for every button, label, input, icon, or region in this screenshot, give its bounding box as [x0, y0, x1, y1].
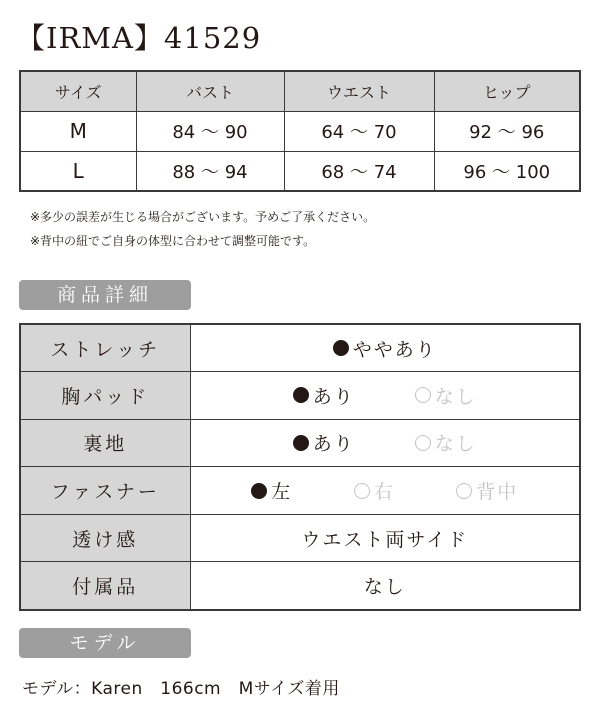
- detail-label: ストレッチ: [20, 324, 190, 372]
- size-cell: M: [20, 111, 136, 151]
- option-unselected: [354, 477, 395, 504]
- waist-cell: 64 ～ 70: [284, 111, 434, 151]
- hollow-circle-icon: [415, 435, 431, 451]
- bust-cell: 84 ～ 90: [136, 111, 284, 151]
- model-info: モデル：Karen 166cm Mサイズ着用: [22, 679, 340, 699]
- filled-circle-icon: [251, 483, 267, 499]
- bust-header: バスト: [136, 71, 284, 111]
- option-label: 背中: [476, 481, 519, 504]
- hip-cell: 96 ～ 100: [434, 151, 580, 191]
- option-label: ややあり: [352, 338, 437, 361]
- hollow-circle-icon: [456, 483, 472, 499]
- option-unselected: [415, 382, 477, 409]
- detail-label: 透け感: [20, 514, 190, 562]
- detail-value: ウエスト両サイド: [190, 514, 580, 562]
- product-details-table: [19, 323, 581, 611]
- note-adjustable: ※背中の紐でご自身の体型に合わせて調整可能です。: [30, 234, 316, 248]
- detail-row-stretch: [20, 324, 580, 372]
- table-row: [20, 111, 580, 151]
- detail-value: なし: [190, 562, 580, 610]
- option-label: なし: [434, 433, 477, 456]
- detail-row-bust-pad: [20, 372, 580, 420]
- waist-header: ウエスト: [284, 71, 434, 111]
- filled-circle-icon: [333, 340, 349, 356]
- detail-row-sheerness: [20, 514, 580, 562]
- product-title: 【IRMA】41529: [16, 21, 262, 55]
- detail-label: ファスナー: [20, 467, 190, 515]
- detail-label: 付属品: [20, 562, 190, 610]
- option-selected: [293, 429, 355, 456]
- option-selected: [293, 382, 355, 409]
- filled-circle-icon: [293, 435, 309, 451]
- size-table-header-row: [20, 71, 580, 111]
- product-details-heading: 商品詳細: [19, 280, 191, 310]
- note-tolerance: ※多少の誤差が生じる場合がございます。予めご了承ください。: [30, 210, 376, 224]
- detail-row-lining: [20, 419, 580, 467]
- hollow-circle-icon: [354, 483, 370, 499]
- detail-row-fastener: [20, 467, 580, 515]
- filled-circle-icon: [293, 387, 309, 403]
- waist-cell: 68 ～ 74: [284, 151, 434, 191]
- hollow-circle-icon: [415, 387, 431, 403]
- size-table: [19, 70, 581, 192]
- option-unselected: [456, 477, 518, 504]
- size-header: サイズ: [20, 71, 136, 111]
- hip-cell: 92 ～ 96: [434, 111, 580, 151]
- option-label: あり: [312, 433, 355, 456]
- option-unselected: [415, 429, 477, 456]
- model-heading: モデル: [19, 628, 191, 658]
- detail-label: 裏地: [20, 419, 190, 467]
- option-selected: [251, 477, 292, 504]
- option-label: あり: [312, 385, 355, 408]
- option-label: 右: [373, 481, 395, 504]
- table-row: [20, 151, 580, 191]
- option-selected: [333, 335, 437, 362]
- detail-row-accessories: [20, 562, 580, 610]
- option-label: なし: [434, 385, 477, 408]
- bust-cell: 88 ～ 94: [136, 151, 284, 191]
- detail-label: 胸パッド: [20, 372, 190, 420]
- option-label: 左: [271, 481, 293, 504]
- size-cell: L: [20, 151, 136, 191]
- hip-header: ヒップ: [434, 71, 580, 111]
